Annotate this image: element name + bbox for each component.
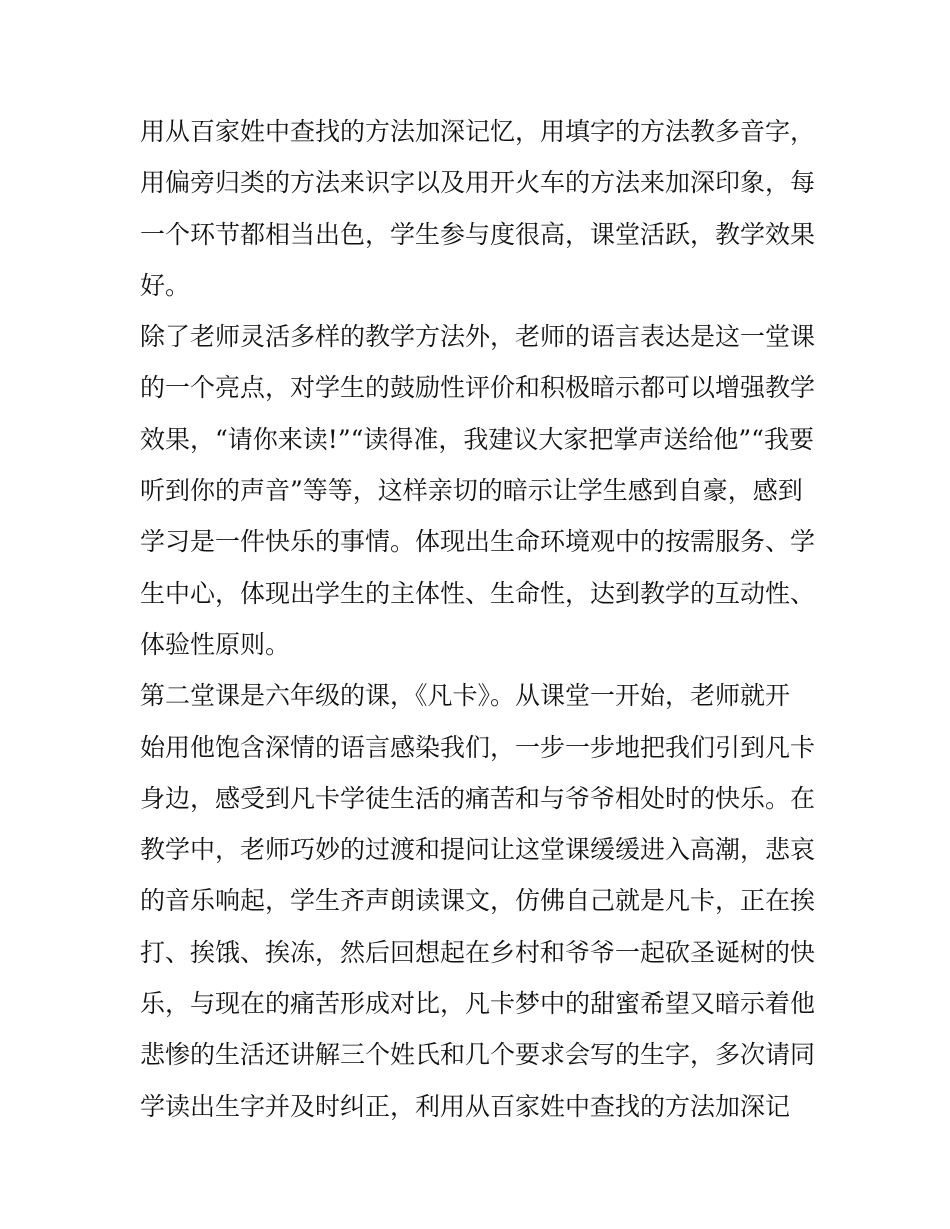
text-line: 生中心，体现出学生的主体性、生命性，达到教学的互动性、 bbox=[140, 578, 816, 608]
text-line: 效果，“请你来读!”“读得准，我建议大家把掌声送给他”“我要 bbox=[140, 424, 814, 454]
text-line: 的一个亮点，对学生的鼓励性评价和积极暗示都可以增强教学 bbox=[140, 373, 816, 403]
text-line: 用从百家姓中查找的方法加深记忆，用填字的方法教多音字， bbox=[140, 117, 816, 146]
text-line: 乐，与现在的痛苦形成对比，凡卡梦中的甜蜜希望又暗示着他 bbox=[140, 989, 816, 1019]
text-line: 始用他饱含深情的语言感染我们，一步一步地把我们引到凡卡 bbox=[140, 732, 816, 762]
document-body bbox=[140, 106, 820, 1132]
text-line: 打、挨饿、挨冻，然后回想起在乡村和爷爷一起砍圣诞树的快 bbox=[140, 937, 816, 967]
text-line: 教学中，老师巧妙的过渡和提问让这堂课缓缓进入高潮，悲哀 bbox=[140, 835, 816, 865]
text-line: 除了老师灵活多样的教学方法外，老师的语言表达是这一堂课 bbox=[140, 322, 816, 352]
text-line: 第二堂课是六年级的课，《凡卡》。从课堂一开始，老师就开 bbox=[140, 681, 791, 711]
text-line: 身边，感受到凡卡学徒生活的痛苦和与爷爷相处时的快乐。在 bbox=[140, 783, 816, 813]
text-line: 悲惨的生活还讲解三个姓氏和几个要求会写的生字，多次请同 bbox=[140, 1040, 816, 1070]
text-line: 好。 bbox=[140, 270, 191, 300]
text-line: 听到你的声音”等等，这样亲切的暗示让学生感到自豪，感到 bbox=[140, 476, 803, 506]
text-line: 的音乐响起，学生齐声朗读课文，仿佛自己就是凡卡，正在挨 bbox=[140, 886, 816, 916]
text-line: 体验性原则。 bbox=[140, 629, 291, 659]
text-line: 学习是一件快乐的事情。体现出生命环境观中的按需服务、学 bbox=[140, 527, 816, 557]
text-line: 学读出生字并及时纠正，利用从百家姓中查找的方法加深记 bbox=[140, 1091, 791, 1121]
text-line: 用偏旁归类的方法来识字以及用开火车的方法来加深印象，每 bbox=[140, 168, 816, 198]
text-line: 一个环节都相当出色，学生参与度很高，课堂活跃，教学效果 bbox=[140, 219, 816, 249]
